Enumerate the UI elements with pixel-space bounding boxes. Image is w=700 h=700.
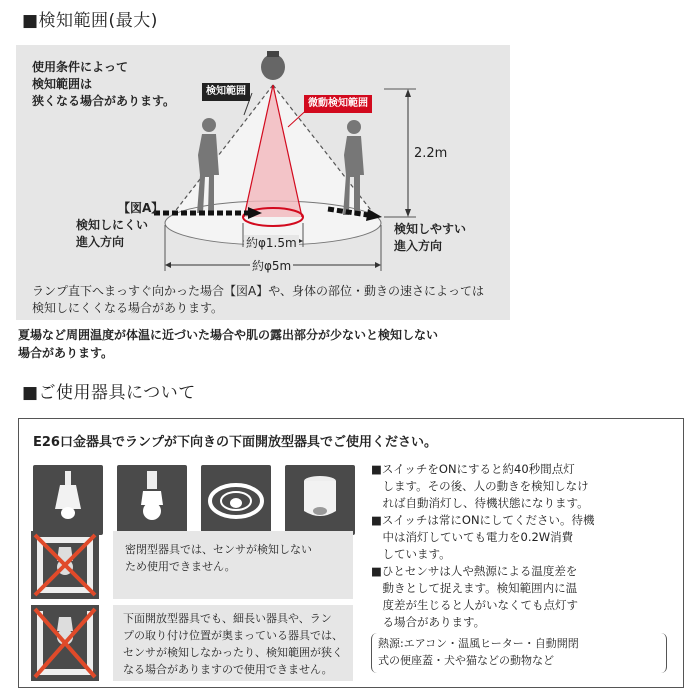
heat-source-note-2: 式の便座蓋・犬や猫などの動物など xyxy=(378,654,554,667)
deep-fixture-text-2: プの取り付け位置が奥まっている器具では、 xyxy=(123,629,343,642)
easy-direction-1: 検知しやすい xyxy=(394,222,467,236)
sealed-fixture-crossed-icon xyxy=(31,531,99,599)
note-3-line-1: ■ひとセンサは人や熱源による温度差を xyxy=(371,564,578,578)
note-2-line-2: 中は消灯していても電力を0.2W消費 xyxy=(371,530,574,544)
note-1-line-1: ■スイッチをONにすると約40秒間点灯 xyxy=(371,462,575,476)
sensor-lamp-icon xyxy=(261,54,285,80)
fixture-info-box xyxy=(18,418,684,688)
deep-fixture-text-1: 下面開放型器具でも、細長い器具や、ラン xyxy=(123,612,332,625)
note-3-line-4: る場合があります。 xyxy=(371,615,486,629)
figure-a-label: 【図A】 xyxy=(118,201,164,215)
detection-range-diagram xyxy=(16,45,510,320)
note-1-line-3: れば自動消灯し、待機状態になります。 xyxy=(371,496,589,510)
deep-fixture-crossed-icon xyxy=(31,605,99,681)
sealed-fixture-text-2: ため使用できません。 xyxy=(125,560,236,573)
height-label: 2.2m xyxy=(414,146,448,161)
detection-range-tag: 検知範囲 xyxy=(202,83,250,101)
note-2-line-1: ■スイッチは常にONにしてください。待機 xyxy=(371,513,595,527)
usage-notes xyxy=(371,461,671,631)
micro-detection-range-tag: 微動検知範囲 xyxy=(304,95,372,113)
bottom-note-2: 検知しにくくなる場合があります。 xyxy=(32,301,224,315)
deep-fixture-text-4: なる場合がありますので使用できません。 xyxy=(123,663,333,676)
summer-note-2: 場合があります。 xyxy=(18,346,114,360)
deep-fixture-warning xyxy=(31,605,353,681)
section-heading-detection-range: ■検知範囲(最大) xyxy=(22,11,158,31)
outer-diameter-label: 約φ5m xyxy=(252,259,292,273)
summer-note-1: 夏場など周囲温度が体温に近づいた場合や肌の露出部分が少ないと検知しない xyxy=(18,328,439,342)
note-2-line-3: しています。 xyxy=(371,547,451,561)
deep-fixture-text xyxy=(113,605,353,681)
note-3-line-3: 度差が生じると人がいなくても点灯す xyxy=(371,598,578,612)
section-heading-fixtures: ■ご使用器具について xyxy=(22,383,196,403)
sealed-fixture-text-1: 密閉型器具では、センサが検知しない xyxy=(125,543,312,556)
sealed-fixture-warning xyxy=(31,531,353,599)
condition-note-3: 狭くなる場合があります。 xyxy=(32,94,176,108)
hard-direction-1: 検知しにくい xyxy=(76,218,149,232)
note-3-line-2: 動きとして捉えます。検知範囲内に温 xyxy=(371,581,578,595)
inner-diameter-label: 約φ1.5m xyxy=(246,236,297,250)
heat-source-note xyxy=(371,633,667,673)
easy-direction-2: 進入方向 xyxy=(394,239,443,253)
condition-note-2: 検知範囲は xyxy=(32,77,93,91)
downlight-icon xyxy=(285,465,355,535)
hard-direction-2: 進入方向 xyxy=(76,235,125,249)
bare-socket-lamp-icon xyxy=(117,465,187,535)
sealed-fixture-text xyxy=(113,531,353,599)
summer-note xyxy=(18,326,518,362)
fixture-box-title: E26口金器具でランプが下向きの下面開放型器具でご使用ください。 xyxy=(33,435,437,450)
condition-note-1: 使用条件によって xyxy=(32,60,129,74)
pendant-lamp-icon xyxy=(33,465,103,535)
note-1-line-2: します。その後、人の動きを検知しなけ xyxy=(371,479,589,493)
ceiling-light-icon xyxy=(201,465,271,535)
deep-fixture-text-3: センサが検知しなかったり、検知範囲が狭く xyxy=(123,646,343,659)
heat-source-note-1: 熱源:エアコン・温風ヒーター・自動開閉 xyxy=(378,637,579,650)
bottom-note-1: ランプ直下へまっすぐ向かった場合【図A】や、身体の部位・動きの速さによっては xyxy=(32,284,484,298)
